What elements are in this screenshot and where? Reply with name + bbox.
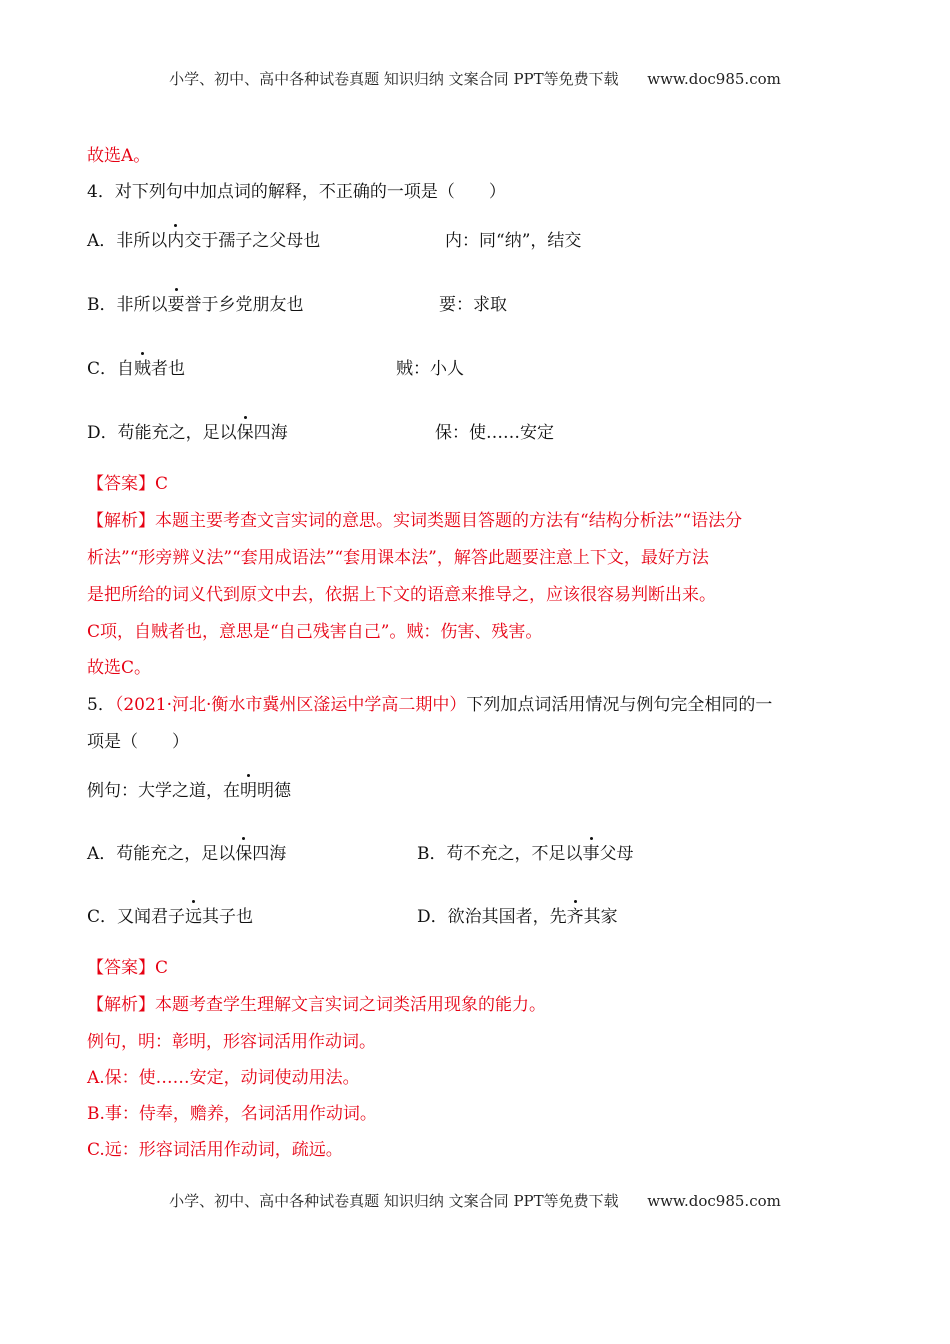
header-text: 小学、初中、高中各种试卷真题 知识归纳 文案合同 PPT等免费下载 xyxy=(169,70,619,88)
q4-stem: 4．对下列句中加点词的解释，不正确的一项是（ ） xyxy=(87,182,506,202)
q5-analysis-line-3: A.保：使……安定，动词使动用法。 xyxy=(87,1068,360,1088)
q5-analysis-line-1: 【解析】本题考查学生理解文言实词之词类活用现象的能力。 xyxy=(87,995,546,1015)
q5-source: （2021·河北·衡水市冀州区滏运中学高二期中） xyxy=(114,695,467,715)
q4-option-d: D．苟能充之，足以保四海 xyxy=(87,423,288,443)
page-footer xyxy=(0,1190,950,1211)
footer-site: www.doc985.com xyxy=(647,1192,781,1210)
dotted-word: 要 xyxy=(167,295,185,315)
q4-option-b: B．非所以要誉于乡党朋友也 xyxy=(87,295,304,315)
q4-analysis-line-2: 析法”“形旁辨义法”“套用成语法”“套用课本法”，解答此题要注意上下文，最好方法 xyxy=(87,548,709,568)
dotted-word: 贼 xyxy=(134,359,152,379)
q4-option-c: C．自贼者也 xyxy=(87,359,186,379)
q5-example: 例句：大学之道，在明明德 xyxy=(87,781,291,801)
q4-analysis-line-4: C项，自贼者也，意思是“自己残害自己”。贼：伤害、残害。 xyxy=(87,622,543,642)
dotted-word: 保 xyxy=(236,423,254,443)
q4-option-a: A．非所以内交于孺子之父母也 xyxy=(87,231,321,251)
q5-option-c: C．又闻君子远其子也 xyxy=(87,907,254,927)
dotted-word: 齐 xyxy=(566,907,584,927)
q4-analysis-line-3: 是把所给的词义代到原文中去，依据上下文的语意来推导之，应该很容易判断出来。 xyxy=(87,585,716,605)
dotted-word: 远 xyxy=(185,907,203,927)
q5-stem: 5．（2021·河北·衡水市冀州区滏运中学高二期中）下列加点词活用情况与例句完全相同的一 xyxy=(87,695,773,715)
q4-analysis-line-1: 【解析】本题主要考查文言实词的意思。实词类题目答题的方法有“结构分析法”“语法分 xyxy=(87,511,743,531)
q4-option-d-explain: 保：使……安定 xyxy=(435,423,554,443)
dotted-word: 保 xyxy=(235,844,253,864)
footer-text: 小学、初中、高中各种试卷真题 知识归纳 文案合同 PPT等免费下载 xyxy=(169,1192,619,1210)
q5-option-a: A．苟能充之，足以保四海 xyxy=(87,844,287,864)
dotted-word: 明 xyxy=(240,781,257,801)
q4-option-a-explain: 内：同“纳”，结交 xyxy=(445,231,582,251)
q4-option-c-explain: 贼：小人 xyxy=(396,359,464,379)
dotted-word: 内 xyxy=(167,231,185,251)
q4-conclusion: 故选C。 xyxy=(87,658,152,678)
q5-analysis-line-5: C.远：形容词活用作动词，疏远。 xyxy=(87,1140,343,1160)
prev-conclusion: 故选A。 xyxy=(87,146,151,166)
q4-option-b-explain: 要：求取 xyxy=(439,295,507,315)
header-site: www.doc985.com xyxy=(647,70,781,88)
q5-analysis-line-4: B.事：侍奉，赡养，名词活用作动词。 xyxy=(87,1104,377,1124)
page-header xyxy=(0,68,950,89)
q5-stem-line-2: 项是（ ） xyxy=(87,732,189,752)
dotted-word: 事 xyxy=(582,844,600,864)
q5-option-d: D．欲治其国者，先齐其家 xyxy=(417,907,618,927)
q5-analysis-line-2: 例句，明：彰明，形容词活用作动词。 xyxy=(87,1032,376,1052)
q5-option-b: B．苟不充之，不足以事父母 xyxy=(417,844,634,864)
q5-answer: 【答案】C xyxy=(87,958,169,978)
q4-answer: 【答案】C xyxy=(87,474,169,494)
